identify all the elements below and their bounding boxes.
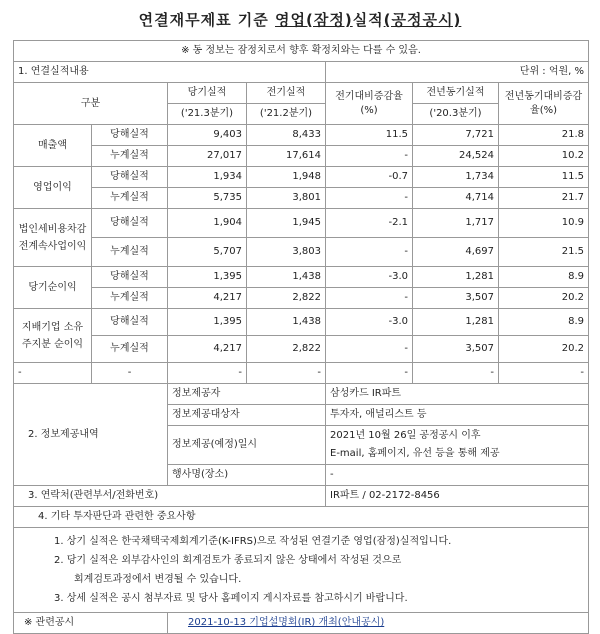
contact-value: IR파트 / 02-2172-8456	[326, 486, 589, 507]
cell-yoy-actual: 1,734	[413, 167, 499, 188]
cell-previous: 1,948	[247, 167, 326, 188]
date-line-1: 2021년 10월 26일 공정공시 이후	[330, 430, 481, 441]
row-sub-label: 누계실적	[92, 146, 168, 167]
cell-current: 1,904	[168, 209, 247, 238]
cell-previous: 8,433	[247, 125, 326, 146]
cell-current: 27,017	[168, 146, 247, 167]
target-value: 투자자, 애널리스트 등	[326, 405, 589, 426]
cell-yoy: 21.5	[499, 238, 589, 267]
dash-cell: -	[326, 363, 413, 384]
cell-current: 5,735	[168, 188, 247, 209]
cell-current: 9,403	[168, 125, 247, 146]
cell-yoy: 21.8	[499, 125, 589, 146]
cell-qoq: -	[326, 238, 413, 267]
row-group-label: 당기순이익	[14, 267, 92, 309]
row-group-label: 지배기업 소유주지분 순이익	[14, 309, 92, 363]
cell-previous: 2,822	[247, 336, 326, 363]
note-2a: 2. 당기 실적은 외부감사인의 회계검토가 종료되지 않은 상태에서 작성된 것으로	[54, 555, 402, 566]
row-sub-label: 당해실적	[92, 167, 168, 188]
header-previous-period: ('21.2분기)	[247, 104, 326, 125]
cell-yoy: 20.2	[499, 288, 589, 309]
cell-yoy: 8.9	[499, 267, 589, 288]
cell-qoq: -3.0	[326, 267, 413, 288]
row-sub-label: 당해실적	[92, 309, 168, 336]
cell-previous: 17,614	[247, 146, 326, 167]
cell-current: 4,217	[168, 336, 247, 363]
related-link-cell	[168, 613, 589, 634]
provider-value: 삼성카드 IR파트	[326, 384, 589, 405]
cell-current: 1,395	[168, 267, 247, 288]
section4-label: 4. 기타 투자판단과 관련한 중요사항	[14, 507, 589, 528]
cell-yoy-actual: 1,281	[413, 267, 499, 288]
row-group-label: 영업이익	[14, 167, 92, 209]
section1-label: 1. 연결실적내용	[14, 62, 326, 83]
cell-qoq: -2.1	[326, 209, 413, 238]
row-sub-label: 당해실적	[92, 125, 168, 146]
cell-yoy: 11.5	[499, 167, 589, 188]
event-label: 행사명(장소)	[168, 465, 326, 486]
header-category: 구분	[14, 83, 168, 125]
row-group-label: 법인세비용차감전계속사업이익	[14, 209, 92, 267]
cell-yoy-actual: 3,507	[413, 288, 499, 309]
row-sub-label: 누계실적	[92, 238, 168, 267]
cell-current: 1,934	[168, 167, 247, 188]
cell-qoq: -	[326, 288, 413, 309]
dash-cell: -	[499, 363, 589, 384]
row-sub-label: 누계실적	[92, 288, 168, 309]
provider-label: 정보제공자	[168, 384, 326, 405]
cell-previous: 2,822	[247, 288, 326, 309]
dash-cell: -	[168, 363, 247, 384]
date-value	[326, 426, 589, 465]
cell-yoy-actual: 3,507	[413, 336, 499, 363]
dash-cell: -	[14, 363, 92, 384]
row-sub-label: 누계실적	[92, 188, 168, 209]
header-current: 당기실적	[168, 83, 247, 104]
cell-current: 5,707	[168, 238, 247, 267]
related-disclosure-link[interactable]: 2021-10-13 기업설명회(IR) 개최(안내공시)	[188, 617, 385, 628]
cell-yoy-actual: 7,721	[413, 125, 499, 146]
related-label: ※ 관련공시	[14, 613, 168, 634]
date-label: 정보제공(예정)일시	[168, 426, 326, 465]
cell-qoq: -	[326, 146, 413, 167]
cell-yoy-actual: 24,524	[413, 146, 499, 167]
note-1: 1. 상기 실적은 한국채택국제회계기준(K-IFRS)으로 작성된 연결기준 영업(잠정)실적입니다.	[54, 536, 452, 547]
cell-qoq: 11.5	[326, 125, 413, 146]
row-sub-label: 당해실적	[92, 267, 168, 288]
cell-yoy: 21.7	[499, 188, 589, 209]
cell-previous: 1,438	[247, 309, 326, 336]
cell-current: 4,217	[168, 288, 247, 309]
cell-qoq: -0.7	[326, 167, 413, 188]
note-3: 3. 상세 실적은 공시 첨부자료 및 당사 홈페이지 게시자료를 참고하시기 바랍니다.	[54, 593, 408, 604]
row-sub-label: 당해실적	[92, 209, 168, 238]
cell-yoy-actual: 4,714	[413, 188, 499, 209]
cell-yoy-actual: 4,697	[413, 238, 499, 267]
cell-previous: 1,438	[247, 267, 326, 288]
cell-yoy-actual: 1,717	[413, 209, 499, 238]
dash-cell: -	[247, 363, 326, 384]
cell-qoq: -	[326, 188, 413, 209]
event-value: -	[326, 465, 589, 486]
cell-yoy-actual: 1,281	[413, 309, 499, 336]
cell-qoq: -3.0	[326, 309, 413, 336]
cell-yoy: 20.2	[499, 336, 589, 363]
row-group-label: 매출액	[14, 125, 92, 167]
cell-yoy: 10.9	[499, 209, 589, 238]
cell-previous: 1,945	[247, 209, 326, 238]
header-yoy-period: ('20.3분기)	[413, 104, 499, 125]
section3-label: 3. 연락처(관련부서/전화번호)	[14, 486, 326, 507]
cell-qoq: -	[326, 336, 413, 363]
header-qoq: 전기대비증감율(%)	[326, 83, 413, 125]
cell-previous: 3,803	[247, 238, 326, 267]
dash-cell: -	[92, 363, 168, 384]
header-current-period: ('21.3분기)	[168, 104, 247, 125]
unit-label: 단위 : 억원, %	[326, 62, 589, 83]
section2-label: 2. 정보제공내역	[14, 384, 168, 486]
note-2b: 회계검토과정에서 변경될 수 있습니다.	[74, 574, 242, 585]
row-sub-label: 누계실적	[92, 336, 168, 363]
cell-previous: 3,801	[247, 188, 326, 209]
dash-cell: -	[413, 363, 499, 384]
disclosure-table	[13, 40, 589, 634]
target-label: 정보제공대상자	[168, 405, 326, 426]
cell-yoy: 10.2	[499, 146, 589, 167]
notes-block	[14, 528, 589, 613]
notice: ※ 동 정보는 잠정치로서 향후 확정치와는 다를 수 있음.	[14, 41, 589, 62]
header-previous: 전기실적	[247, 83, 326, 104]
page-title: 연결재무제표 기준 영업(잠정)실적(공정공시)	[138, 11, 462, 29]
header-yoy-actual: 전년동기실적	[413, 83, 499, 104]
cell-current: 1,395	[168, 309, 247, 336]
cell-yoy: 8.9	[499, 309, 589, 336]
date-line-2: E-mail, 홈페이지, 유선 등을 통해 제공	[330, 448, 500, 459]
header-yoy: 전년동기대비증감율(%)	[499, 83, 589, 125]
